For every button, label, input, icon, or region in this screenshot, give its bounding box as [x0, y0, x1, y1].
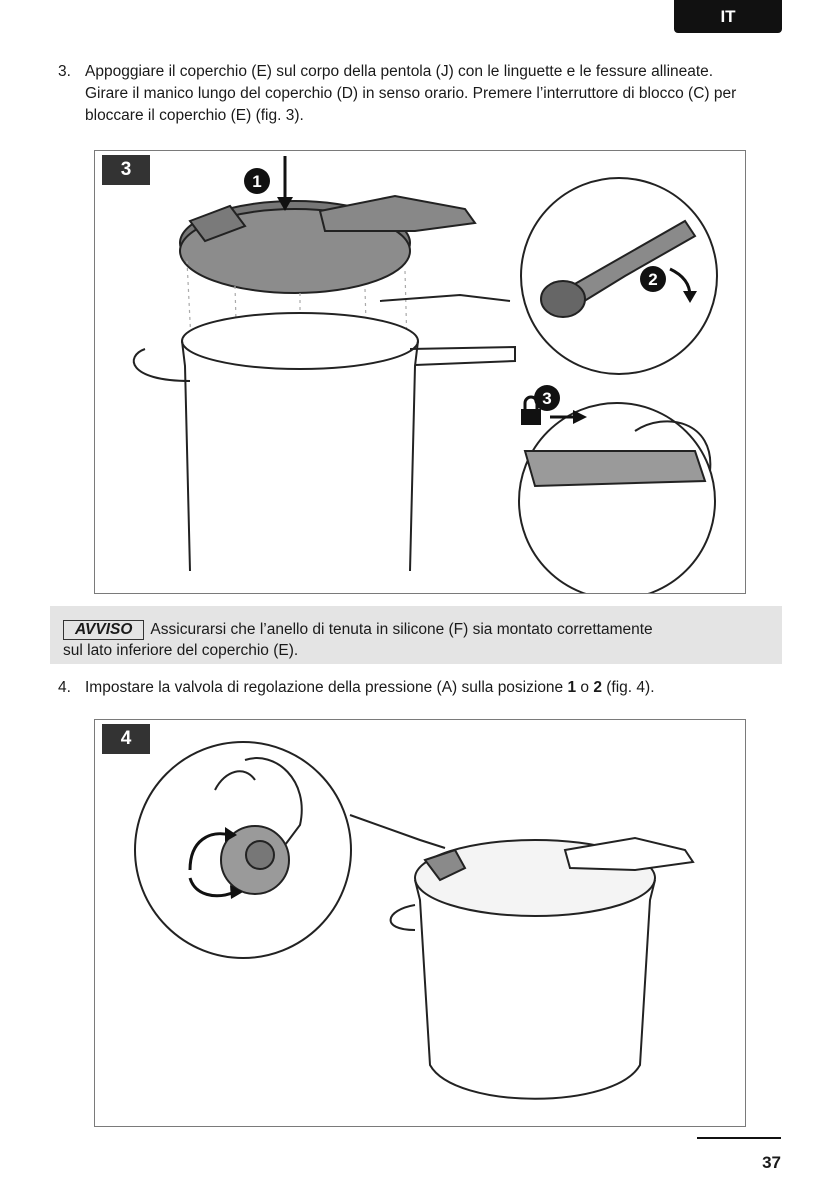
notice-line-1: Assicurarsi che l’anello di tenuta in silicone (F) sia montato correttamente	[150, 621, 653, 638]
pressure-valve-illustration	[95, 720, 745, 1126]
step-3-paragraph	[58, 61, 758, 127]
step-number: 3.	[58, 63, 71, 80]
step-text-part: o	[576, 679, 594, 696]
callout-3: 3	[542, 389, 552, 408]
language-tab: IT	[674, 0, 782, 33]
step-text-part: (fig. 4).	[601, 679, 655, 696]
figure-label: 3	[102, 155, 150, 185]
callout-1: 1	[252, 172, 262, 191]
step-text: Appoggiare il coperchio (E) sul corpo della pentola (J) con le linguette e le fessure allineate. Girare il manico lungo del coperchio (D) in senso orario. Premere l’interruttore di blocco (C) per bloccare il coperchio (E) (fig. 3).	[85, 63, 737, 124]
notice-box	[50, 606, 782, 664]
figure-label: 4	[102, 724, 150, 754]
notice-badge: AVVISO	[63, 620, 144, 640]
lock-icon	[521, 409, 541, 425]
figure-4	[94, 719, 746, 1127]
pressure-cooker-lid-illustration	[95, 151, 745, 593]
callout-2: 2	[648, 270, 658, 289]
position-2: 2	[593, 679, 602, 696]
step-number: 4.	[58, 679, 71, 696]
step-text-part: Impostare la valvola di regolazione della pressione (A) sulla posizione	[85, 679, 568, 696]
notice-line-2: sul lato inferiore del coperchio (E).	[63, 642, 299, 659]
figure-3	[94, 150, 746, 594]
page-number: 37	[762, 1153, 781, 1172]
step-4-paragraph	[58, 677, 758, 699]
footer-rule	[697, 1137, 781, 1139]
position-1: 1	[567, 679, 577, 696]
